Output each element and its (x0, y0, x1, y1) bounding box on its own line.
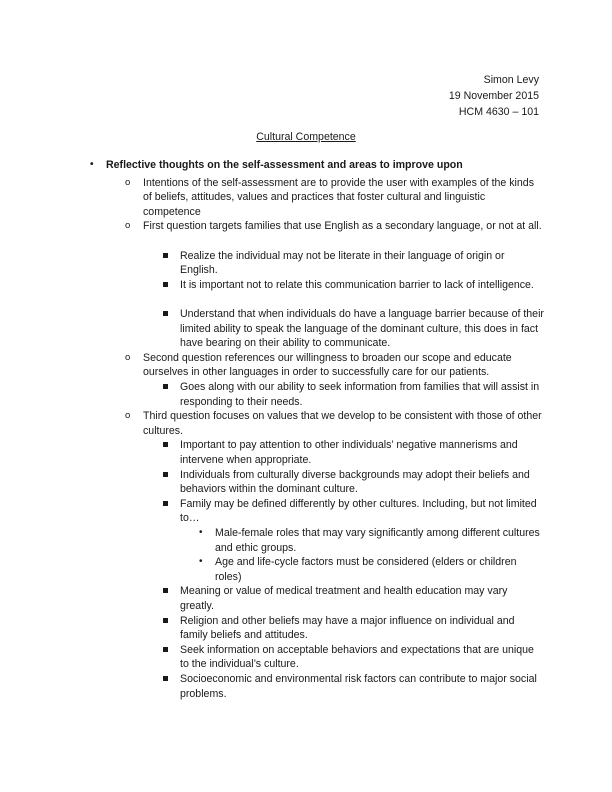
outline-item-text: Age and life-cycle factors must be considered (elders or children roles) (215, 556, 517, 583)
outline-item-text: Second question references our willingness to broaden our scope and educate ourselves in other languages in order to successfully care for our patients. (143, 351, 512, 379)
bullet-square-icon (163, 618, 168, 623)
outline-item-text: Important to pay attention to other individuals’ negative mannerisms and intervene when appropriate. (180, 439, 518, 466)
outline-item-level-3 (180, 468, 544, 497)
outline-item-level-3 (180, 249, 544, 278)
outline-item-level-2 (125, 409, 543, 438)
bullet-square-icon (163, 647, 168, 652)
outline-item-text: Intentions of the self-assessment are to provide the user with examples of the kinds of beliefs, attitudes, values and practices that foster cultural and linguistic competence (143, 176, 534, 218)
bullet-circle-icon: o (125, 410, 131, 422)
outline-item-text: It is important not to relate this communication barrier to lack of intelligence. (180, 278, 534, 291)
bullet-dot-icon: • (90, 159, 94, 170)
bullet-square-icon (163, 676, 168, 681)
author-name: Simon Levy (483, 74, 539, 86)
outline-item-level-3 (180, 643, 544, 672)
outline-item-level-4 (199, 526, 545, 555)
bullet-circle-icon: o (125, 176, 131, 188)
outline-item-text: Seek information on acceptable behaviors and expectations that are unique to the individual’s culture. (180, 643, 534, 671)
course-code: HCM 4630 – 101 (458, 106, 539, 118)
outline-item-level-2 (125, 219, 543, 234)
outline-item-text: Goes along with our ability to seek information from families that will assist in responding to their needs. (180, 381, 540, 408)
outline-item-text: Individuals from culturally diverse backgrounds may adopt their beliefs and behaviors within the dominant culture. (180, 468, 530, 496)
bullet-square-icon (163, 384, 168, 389)
outline-item-text: Meaning or value of medical treatment and health education may vary greatly. (180, 585, 508, 612)
outline-item-text: Socioeconomic and environmental risk factors can contribute to major social problems. (180, 673, 537, 700)
outline-item-level-1 (90, 158, 546, 173)
outline-item-level-2 (125, 351, 543, 380)
outline-item-text: Understand that when individuals do have a language barrier because of their limited ability to speak the language of the dominant culture, this does in fact have bearing on their ability to communicate. (180, 308, 544, 350)
outline-item-level-3 (180, 614, 544, 643)
outline-item-text: Religion and other beliefs may have a major influence on individual and family beliefs and attitudes. (180, 614, 515, 642)
bullet-square-icon (163, 501, 168, 506)
outline-item-text: Third question focuses on values that we develop to be consistent with those of other cultures. (143, 410, 542, 437)
document-title: Cultural Competence (256, 131, 356, 143)
outline-item-level-2 (125, 176, 543, 220)
bullet-square-icon (163, 282, 168, 287)
bullet-square-icon (163, 442, 168, 447)
outline-item-level-3 (180, 278, 544, 293)
outline-item-level-4 (199, 555, 545, 584)
bullet-square-icon (163, 311, 168, 316)
bullet-circle-icon: o (125, 220, 131, 232)
outline-item-text: First question targets families that use English as a secondary language, or not at all. (143, 220, 542, 233)
author-header (449, 72, 539, 120)
bullet-square-icon (163, 588, 168, 593)
outline-item-text: Male-female roles that may vary significantly among different cultures and ethic groups. (215, 527, 540, 554)
outline-item-level-3 (180, 497, 544, 526)
outline-item-level-3 (180, 380, 544, 409)
bullet-square-icon (163, 472, 168, 477)
bullet-dot-icon: • (199, 527, 203, 538)
outline-item-level-3 (180, 672, 544, 701)
outline-item-level-3 (180, 584, 544, 613)
bullet-circle-icon: o (125, 351, 131, 363)
outline-item-level-3 (180, 438, 544, 467)
document-date: 19 November 2015 (448, 90, 539, 102)
outline-item-text: Reflective thoughts on the self-assessment and areas to improve upon (106, 159, 463, 171)
outline-item-text: Family may be defined differently by other cultures. Including, but not limited to… (180, 497, 537, 525)
bullet-dot-icon: • (199, 556, 203, 568)
outline-item-text: Realize the individual may not be literate in their language of origin or English. (180, 249, 505, 277)
bullet-square-icon (163, 253, 168, 258)
outline-item-level-3 (180, 307, 544, 351)
